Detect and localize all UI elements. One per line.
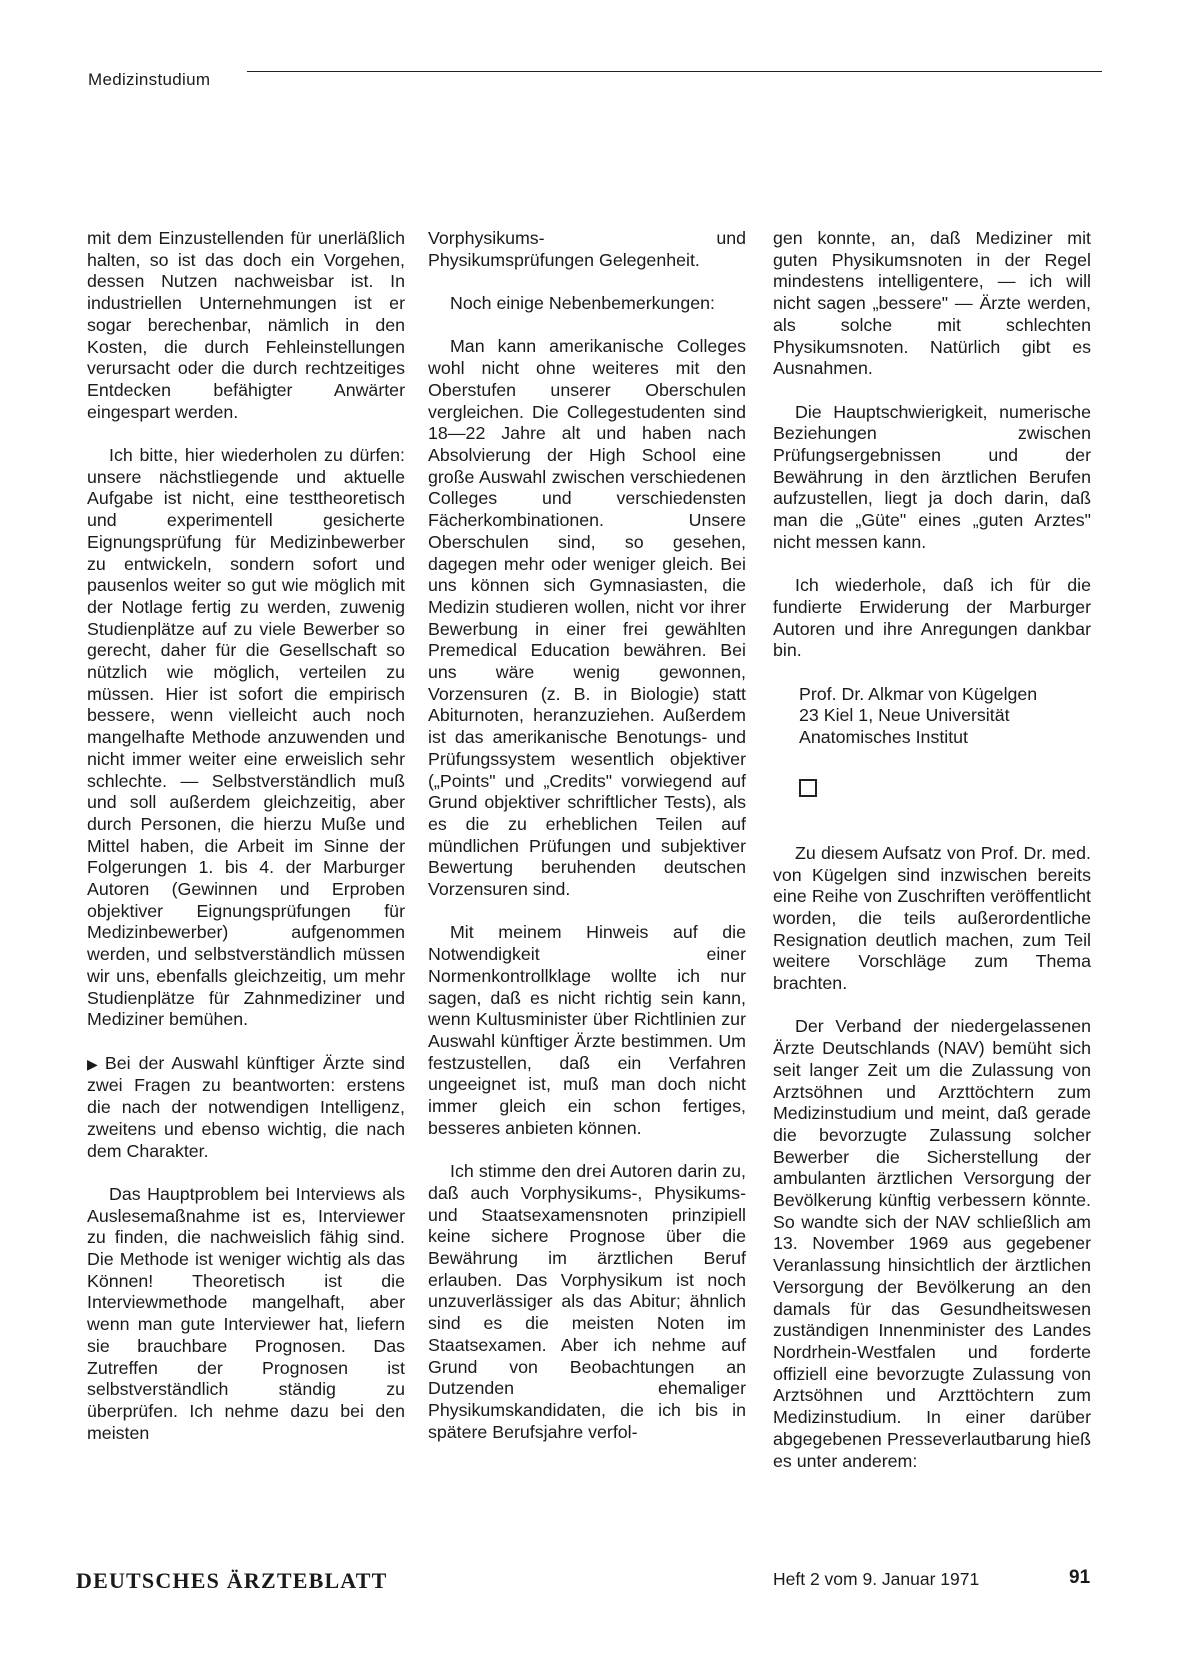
paragraph: Noch einige Nebenbemerkungen: [450, 293, 715, 314]
page-number: 91 [1069, 1567, 1091, 1588]
header-rule [247, 71, 1102, 72]
author-institute: Anatomisches Institut [799, 727, 969, 748]
paragraph: Die Hauptschwierigkeit, numerische Beziehungen zwischen Prüfungsergebnissen und der Bewährung in den ärztlichen Berufen aufzustellen, liegt ja doch darin, daß man die „Güte" eines „guten Arztes" nicht messen kann. [773, 401, 1091, 552]
author-signature [773, 684, 1091, 749]
paragraph-text: Bei der Auswahl künftiger Ärzte sind zwei Fragen zu beantworten: erstens die nach der notwendigen Intelligenz, zweitens und ebenso wichtig, die nach dem Charakter. [87, 1052, 405, 1161]
paragraph: Vorphysikums- und Physikumsprüfungen Gelegenheit. [428, 228, 746, 270]
author-address: 23 Kiel 1, Neue Universität [799, 705, 1010, 726]
paragraph: Der Verband der niedergelassenen Ärzte Deutschlands (NAV) bemüht sich seit langer Zeit um die Zulassung von Arztsöhnen und Arzttöchtern zum Medizinstudium und meint, daß gerade die bevorzugte Zulassung solcher Bewerber die Sicherstellung der ambulanten ärztlichen Versorgung der Bevölkerung künftig verbessern könnte. So wandte sich der NAV schließlich am 13. November 1969 aus gegebener Veranlassung hinsichtlich der ärztlichen Versorgung der Bevölkerung an den damals für das Gesundheitswesen zuständigen Innenminister des Landes Nordrhein-Westfalen und forderte offiziell eine bevorzugte Zulassung von Arztsöhnen und Arzttöchtern zum Medizinstudium. In einer darüber abgegebenen Presseverlautbarung hieß es unter anderem: [773, 1016, 1091, 1471]
header-section-label: Medizinstudium [88, 70, 211, 89]
paragraph: Das Hauptproblem bei Interviews als Auslesemaßnahme ist es, Interviewer zu finden, die nachweislich fähig sind. Die Methode ist weniger wichtig als das Können! Theoretisch ist die Interviewmethode mangelhaft, aber wenn man gute Interviewer hat, liefern sie brauchbare Prognosen. Das Zutreffen der Prognosen ist selbstverständlich ständig zu überprüfen. Ich nehme dazu bei den meisten [87, 1183, 405, 1443]
paragraph: Zu diesem Aufsatz von Prof. Dr. med. von Kügelgen sind inzwischen bereits eine Reihe von Zuschriften veröffentlicht worden, die teils außerordentliche Resignation deutlich machen, zum Teil weitere Vorschläge zum Thema brachten. [773, 842, 1091, 994]
text-column-1 [87, 228, 405, 1444]
paragraph: mit dem Einzustellenden für unerläßlich halten, so ist das doch ein Vorgehen, dessen Nutzen nachweisbar ist. In industriellen Unternehmungen ist er sogar berechenbar, nämlich in den Kosten, die durch Fehleinstellungen verursacht oder die durch rechtzeitiges Entdecken befähigter Anwärter eingespart werden. [87, 228, 405, 422]
text-column-2 [428, 228, 746, 1443]
paragraph: Mit meinem Hinweis auf die Notwendigkeit einer Normenkontrollklage wollte ich nur sagen, daß es nicht richtig sein kann, wenn Kultusminister über Richtlinien zur Auswahl künftiger Ärzte bestimmen. Um festzustellen, daß ein Verfahren ungeeignet ist, muß man doch nicht immer gleich ein schon fertiges, besseres anbieten können. [428, 922, 746, 1138]
journal-title: DEUTSCHES ÄRZTEBLATT [76, 1568, 388, 1593]
author-name: Prof. Dr. Alkmar von Kügelgen [799, 683, 1038, 704]
paragraph: gen konnte, an, daß Mediziner mit guten Physikumsnoten in der Regel mindestens intelligentere, — ich will nicht sagen „bessere" — Ärzte werden, als solche mit schlechten Physikumsnoten. Natürlich gibt es Ausnahmen. [773, 228, 1091, 379]
paragraph: Ich stimme den drei Autoren darin zu, daß auch Vorphysikums-, Physikums- und Staatsexamensnoten prinzipiell keine sichere Prognose über die Bewährung im ärztlichen Beruf erlauben. Das Vorphysikum ist noch unzuverlässiger als das Abitur; ähnlich sind es die meisten Noten im Staatsexamen. Aber ich nehme auf Grund von Beobachtungen an Dutzenden ehemaliger Physikumskandidaten, die ich bis in spätere Berufsjahre verfol- [428, 1161, 746, 1442]
text-column-3 [773, 228, 1091, 1472]
paragraph: Man kann amerikanische Colleges wohl nicht ohne weiteres mit den Oberstufen unserer Oberschulen vergleichen. Die Collegestudenten sind 18—22 Jahre alt und haben nach Absolvierung der High School eine große Auswahl zwischen verschiedenen Colleges und verschiedensten Fächerkombinationen. Unsere Oberschulen sind, so gesehen, dagegen mehr oder weniger gleich. Bei uns können sich Gymnasiasten, die Medizin studieren wollen, nicht vor ihrer Bewerbung in einer frei gewählten Premedical Education bewähren. Bei uns wäre wenig gewonnen, Vorzensuren (z. B. in Biologie) statt Abiturnoten, heranzuziehen. Außerdem ist das amerikanische Benotungs- und Prüfungssystem wesentlich objektiver („Points" und „Credits" vorwiegend auf Grund objektiver schriftlicher Tests), als es die zu erheblichen Teilen auf mündlichen Prüfungen und subjektiver Bewertung beruhenden deutschen Vorzensuren sind. [428, 336, 746, 900]
paragraph: Ich wiederhole, daß ich für die fundierte Erwiderung der Marburger Autoren und ihre Anregungen dankbar bin. [773, 575, 1091, 661]
issue-info: Heft 2 vom 9. Januar 1971 [773, 1569, 980, 1589]
paragraph-with-arrow [87, 1053, 405, 1163]
paragraph: Ich bitte, hier wiederholen zu dürfen: unsere nächstliegende und aktuelle Aufgabe ist nicht, eine testtheoretisch und experimentell gesicherte Eignungsprüfung für Medizinbewerber zu entwickeln, sondern sofort und pausenlos weiter so gut wie möglich mit der Notlage fertig zu werden, zuwenig Studienplätze auf zu viele Bewerber so gerecht, daher für die Gesellschaft so nützlich wie möglich, verteilen zu müssen. Hier ist sofort die empirisch bessere, wenn vielleicht auch noch mangelhafte Methode anzuwenden und nicht immer weiter eine erweislich sehr schlechte. — Selbstverständlich muß und soll außerdem gleichzeitig, aber durch Personen, die hierzu Muße und Mittel haben, die Arbeit im Sinne der Folgerungen 1. bis 4. der Marburger Autoren (Gewinnen und Erproben objektiver Eignungsprüfungen für Medizinbewerber) aufgenommen werden, und selbstverständlich müssen wir uns, ebenfalls gleichzeitig, um mehr Studienplätze für Zahnmediziner und Mediziner bemühen. [87, 445, 405, 1030]
end-of-article-square-icon [799, 779, 817, 797]
arrow-marker-icon: ▶ [87, 1055, 101, 1072]
